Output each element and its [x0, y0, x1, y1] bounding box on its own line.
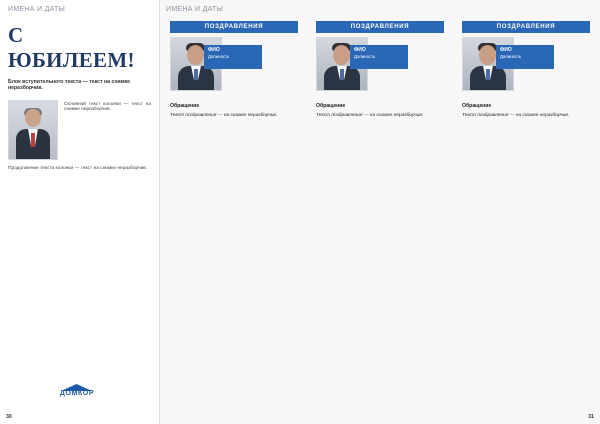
tie-shape: [31, 133, 35, 147]
page-number: 31: [588, 414, 594, 420]
person-title: Должность: [500, 54, 522, 60]
tie-shape: [486, 69, 490, 80]
person-card: [316, 37, 444, 95]
message-body: [170, 113, 298, 119]
column-ribbon: ПОЗДРАВЛЕНИЯ: [316, 21, 444, 33]
tie-shape: [340, 69, 344, 80]
head-shape: [479, 45, 496, 65]
bio-long: Продолжение текста колонки — текст на снимке неразборчив.: [8, 165, 148, 171]
congratulations-columns: [166, 13, 594, 405]
column-3: [458, 13, 594, 405]
portrait-and-bio: [8, 100, 151, 160]
message-paragraph: Текст поздравления — на снимке неразборчив.: [170, 113, 278, 118]
column-ribbon: ПОЗДРАВЛЕНИЯ: [462, 21, 590, 33]
left-page: [0, 0, 160, 424]
page-title: С ЮБИЛЕЕМ!: [8, 23, 135, 72]
person-title: Должность: [208, 54, 230, 60]
person-name: ФИО: [354, 47, 366, 53]
section-label: ИМЕНА И ДАТЫ: [166, 6, 224, 13]
person-title: Должность: [354, 54, 376, 60]
salutation: Обращение: [170, 103, 200, 109]
person-name: ФИО: [208, 47, 220, 53]
portrait-photo: [8, 100, 58, 160]
page-number: 30: [6, 414, 12, 420]
person-caption: [496, 45, 554, 69]
head-shape: [25, 109, 41, 127]
intro-paragraph: Блок вступительного текста — текст на снимке неразборчив.: [8, 79, 131, 92]
domkor-logo-icon: [54, 384, 100, 398]
column-2: [312, 13, 448, 405]
right-footer: [160, 413, 600, 421]
logo-text: ДОМКОР: [59, 390, 95, 397]
message-paragraph: Текст поздравления — на снимке неразборчив.: [316, 113, 424, 118]
message-paragraph: Текст поздравления — на снимке неразборчив.: [462, 113, 570, 118]
salutation: Обращение: [462, 103, 492, 109]
bio-short: Основной текст колонки — текст на снимке неразборчив.: [64, 101, 151, 113]
tie-shape: [194, 69, 198, 80]
right-page: [160, 0, 600, 424]
salutation: Обращение: [316, 103, 346, 109]
head-shape: [333, 45, 350, 65]
person-card: [462, 37, 590, 95]
person-card: [170, 37, 298, 95]
column-1: [166, 13, 302, 405]
message-body: [462, 113, 590, 119]
person-caption: [204, 45, 262, 69]
message-body: [316, 113, 444, 119]
head-shape: [187, 45, 204, 65]
person-caption: [350, 45, 408, 69]
person-name: ФИО: [500, 47, 512, 53]
section-label: ИМЕНА И ДАТЫ: [8, 6, 66, 13]
left-footer: [0, 413, 159, 421]
column-ribbon: ПОЗДРАВЛЕНИЯ: [170, 21, 298, 33]
